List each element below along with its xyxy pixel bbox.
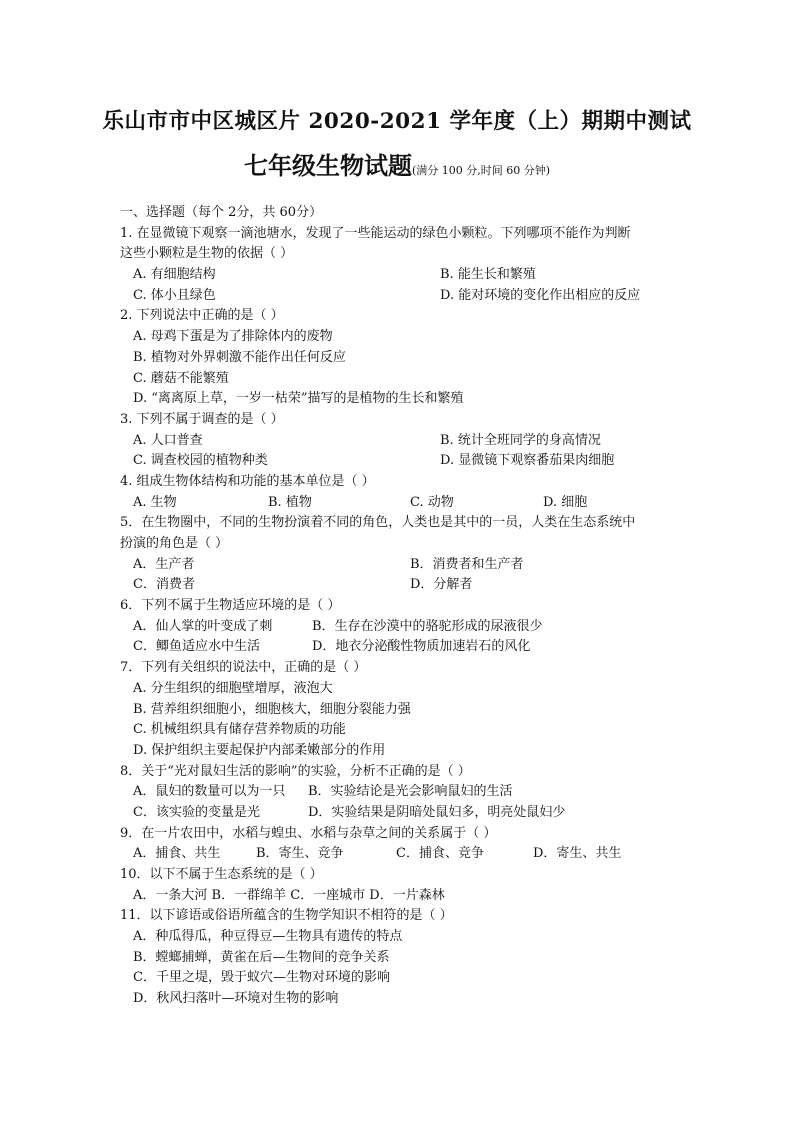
question-stem: 7．下列有关组织的说法中，正确的是（ ） xyxy=(120,660,367,676)
answer-option: B．生存在沙漠中的骆驼形成的尿液很少 xyxy=(312,618,543,634)
answer-option: C. 机械组织具有储存营养物质的功能 xyxy=(133,722,346,738)
answer-option: A. 人口普查 xyxy=(133,432,203,448)
option-row xyxy=(120,369,680,390)
option-row xyxy=(120,286,680,307)
question-stem: 9．在一片农田中，水稻与蝗虫、水稻与杂草之间的关系属于（ ） xyxy=(120,825,497,841)
option-row xyxy=(120,803,680,824)
option-row xyxy=(120,886,680,907)
answer-option: C. 调查校园的植物种类 xyxy=(133,453,268,469)
answer-option: C. 动物 xyxy=(410,494,454,510)
option-row xyxy=(120,555,680,576)
answer-option: B. 统计全班同学的身高情况 xyxy=(440,432,601,448)
option-row xyxy=(120,617,680,638)
option-row xyxy=(120,348,680,369)
answer-option: B. 营养组织细胞小，细胞核大，细胞分裂能力强 xyxy=(133,701,411,717)
question-stem: 2. 下列说法中正确的是（ ） xyxy=(120,308,284,324)
answer-option: A．生产者 xyxy=(133,556,195,572)
exam-subtitle xyxy=(0,146,794,181)
answer-option: D. 能对环境的变化作出相应的反应 xyxy=(440,287,641,303)
answer-option: C．消费者 xyxy=(133,577,195,593)
option-row xyxy=(120,700,680,721)
answer-option: D. “离离原上草，一岁一枯荣”描写的是植物的生长和繁殖 xyxy=(133,391,464,407)
answer-option: D. 显微镜下观察番茄果肉细胞 xyxy=(440,453,615,469)
answer-option: A．种瓜得瓜，种豆得豆—生物具有遗传的特点 xyxy=(133,929,403,945)
option-row xyxy=(120,782,680,803)
answer-option: D．地衣分泌酸性物质加速岩石的风化 xyxy=(312,639,531,655)
answer-option: C. 体小且绿色 xyxy=(133,287,216,303)
answer-option: C. 蘑菇不能繁殖 xyxy=(133,370,229,386)
answer-option: C．鲫鱼适应水中生活 xyxy=(133,639,260,655)
answer-option: D．寄生、共生 xyxy=(533,846,622,862)
option-row xyxy=(120,927,680,948)
option-row xyxy=(120,989,680,1010)
question-stem: 11．以下谚语或俗语所蕴含的生物学知识不相符的是（ ） xyxy=(120,908,453,924)
answer-option: C．捕食、竞争 xyxy=(396,846,484,862)
answer-option: D．秋风扫落叶—环境对生物的影响 xyxy=(133,991,339,1007)
answer-option: A．一条大河 B．一群绵羊 C．一座城市 D．一片森林 xyxy=(133,887,445,903)
question-stem: 5．在生物圈中，不同的生物扮演着不同的角色，人类也是其中的一员，人类在生态系统中 xyxy=(120,515,636,531)
answer-option: B．消费者和生产者 xyxy=(410,556,524,572)
answer-option: C．千里之堤，毁于蚁穴—生物对环境的影响 xyxy=(133,970,390,986)
question-stem: 1. 在显微镜下观察一滴池塘水，发现了一些能运动的绿色小颗粒。下列哪项不能作为判断 xyxy=(120,225,631,241)
option-row xyxy=(120,968,680,989)
answer-option: D．分解者 xyxy=(410,577,473,593)
question-stem: 扮演的角色是（ ） xyxy=(120,536,229,551)
answer-option: D. 保护组织主要起保护内部柔嫩部分的作用 xyxy=(133,742,386,758)
option-row xyxy=(120,389,680,410)
answer-option: A．仙人掌的叶变成了刺 xyxy=(133,618,273,634)
answer-option: D．实验结果是阴暗处鼠妇多，明亮处鼠妇少 xyxy=(308,804,566,820)
answer-option: A. 生物 xyxy=(133,494,177,510)
question-stem: 3. 下列不属于调查的是（ ） xyxy=(120,411,284,427)
answer-option: A. 有细胞结构 xyxy=(133,267,216,283)
option-row xyxy=(120,720,680,741)
answer-option: B. 植物对外界刺激不能作出任何反应 xyxy=(133,349,346,365)
answer-option: C．该实验的变量是光 xyxy=(133,804,260,820)
option-row xyxy=(120,431,680,452)
subtitle-note: (满分 100 分,时间 60 分钟) xyxy=(411,164,551,177)
option-row xyxy=(120,493,680,514)
answer-option: A．鼠妇的数量可以为一只 xyxy=(133,784,286,800)
answer-option: D. 细胞 xyxy=(543,494,588,510)
answer-option: A. 母鸡下蛋是为了排除体内的废物 xyxy=(133,329,333,345)
question-stem: 4. 组成生物体结构和功能的基本单位是（ ） xyxy=(120,473,375,489)
answer-option: A．捕食、共生 xyxy=(133,846,221,862)
option-row xyxy=(120,948,680,969)
question-list xyxy=(120,203,680,1010)
option-row xyxy=(120,451,680,472)
answer-option: A. 分生组织的细胞壁增厚，液泡大 xyxy=(133,680,333,696)
option-row xyxy=(120,575,680,596)
option-row xyxy=(120,679,680,700)
answer-option: B．螳螂捕蝉，黄雀在后—生物间的竞争关系 xyxy=(133,949,390,965)
option-row xyxy=(120,844,680,865)
answer-option: B．寄生、竞争 xyxy=(256,846,344,862)
answer-option: B．实验结论是光会影响鼠妇的生活 xyxy=(308,784,513,800)
exam-title: 乐山市市中区城区片 2020-2021 学年度（上）期期中测试 xyxy=(102,109,692,134)
option-row xyxy=(120,637,680,658)
question-stem: 10．以下不属于生态系统的是（ ） xyxy=(120,867,323,882)
question-stem: 8．关于“光对鼠妇生活的影响”的实验，分析不正确的是（ ） xyxy=(120,763,471,779)
option-row xyxy=(120,265,680,286)
question-stem: 这些小颗粒是生物的依据（ ） xyxy=(120,246,294,262)
option-row xyxy=(120,327,680,348)
question-stem: 6．下列不属于生物适应环境的是（ ） xyxy=(120,598,341,614)
answer-option: B. 植物 xyxy=(268,494,312,510)
section-heading: 一、选择题（每个 2分，共 60分） xyxy=(120,205,323,220)
option-row xyxy=(120,741,680,762)
answer-option: B. 能生长和繁殖 xyxy=(440,267,536,283)
subtitle-text: 七年级生物试题 xyxy=(243,151,412,180)
